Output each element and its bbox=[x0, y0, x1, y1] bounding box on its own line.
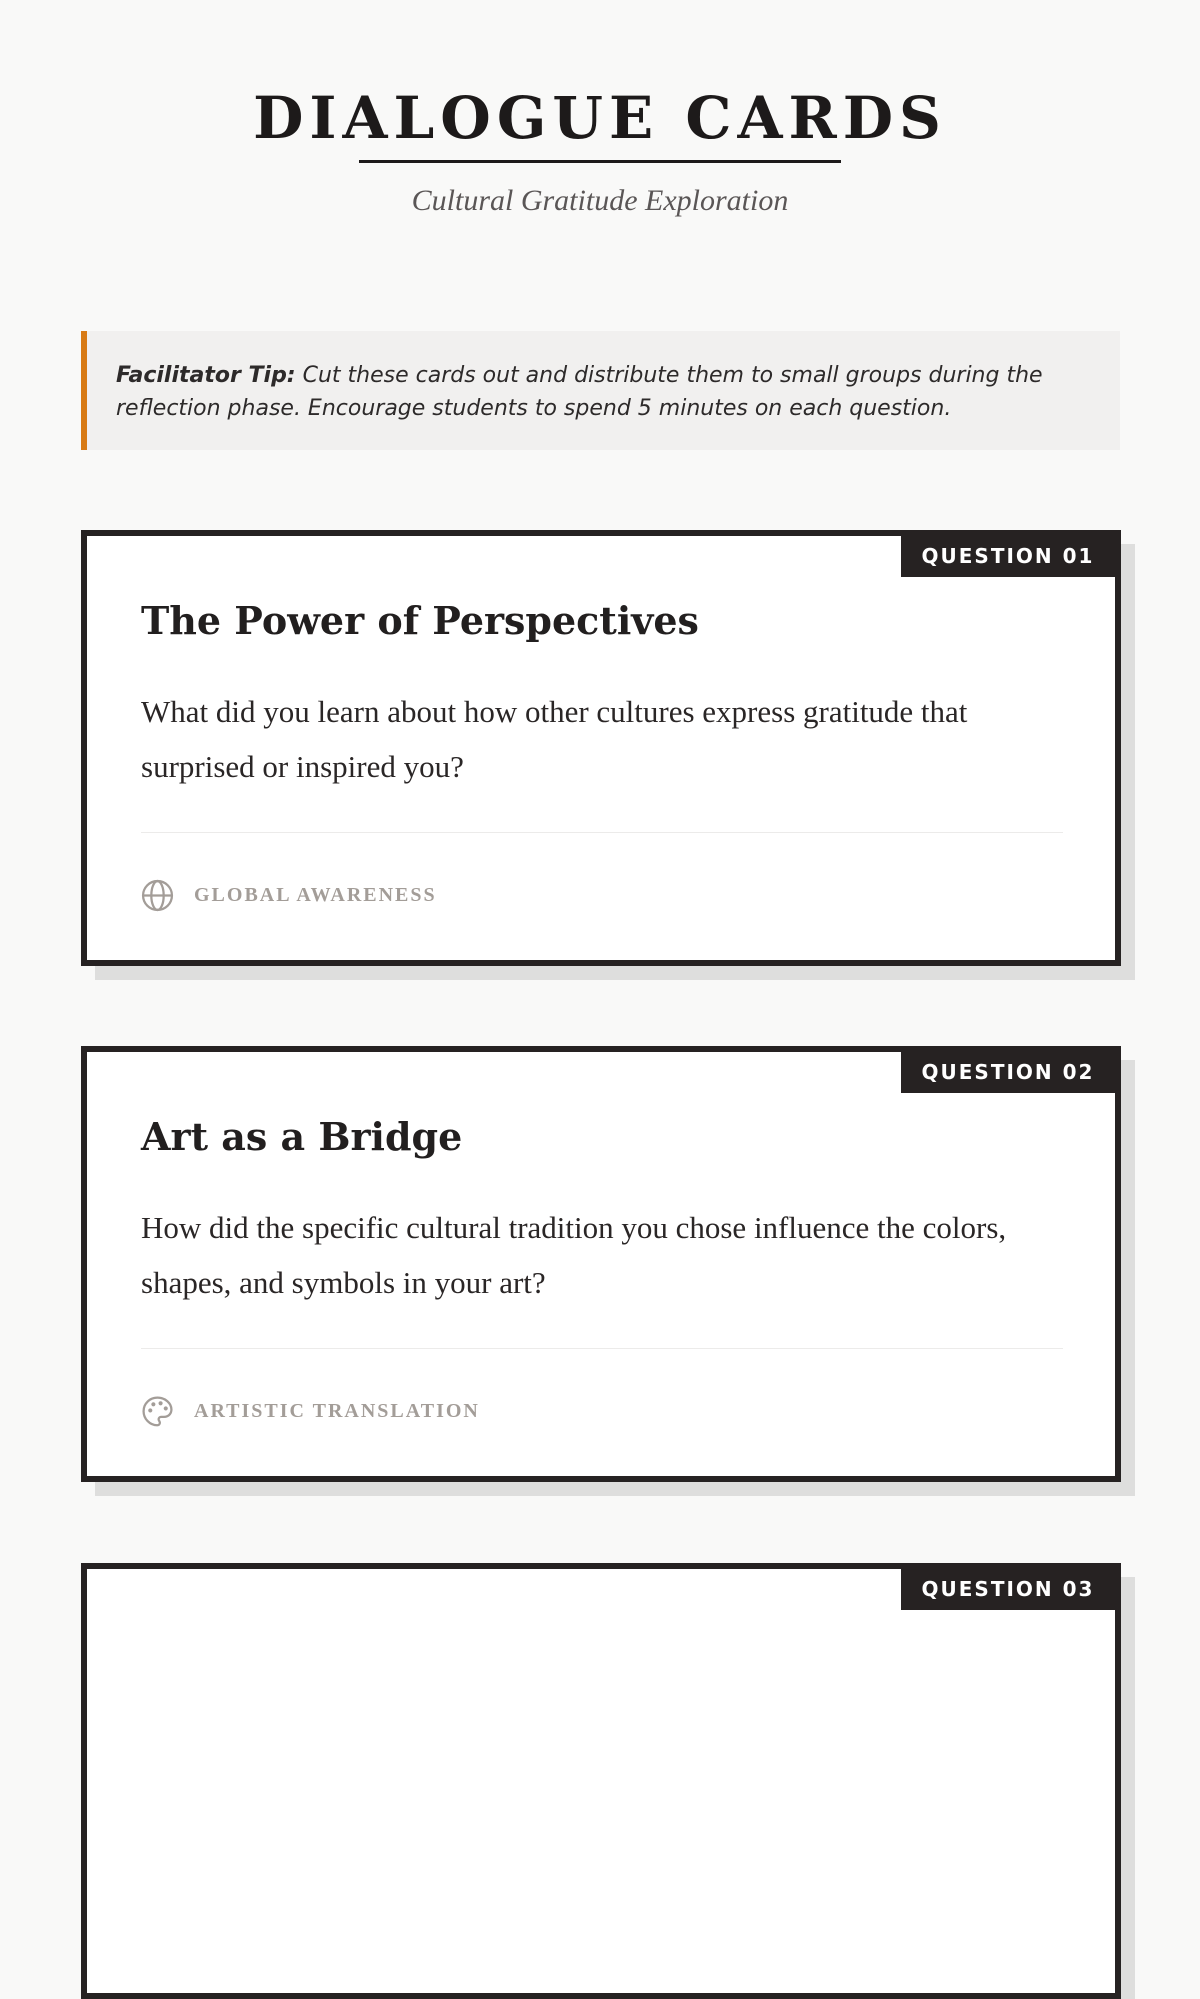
facilitator-tip bbox=[81, 331, 1120, 450]
palette-icon bbox=[141, 1395, 174, 1428]
card-title: The Power of Perspectives bbox=[141, 598, 699, 643]
page-subtitle: Cultural Gratitude Exploration bbox=[411, 184, 789, 217]
card-divider bbox=[141, 832, 1063, 833]
page-title: DIALOGUE CARDS bbox=[253, 84, 947, 152]
tip-label: Facilitator Tip: bbox=[116, 363, 296, 388]
page-header bbox=[0, 80, 1200, 221]
dialogue-card bbox=[81, 1563, 1121, 1999]
card-tag bbox=[141, 879, 437, 911]
title-underline bbox=[359, 160, 841, 163]
card-divider bbox=[141, 1348, 1063, 1349]
tip-text: Cut these cards out and distribute them to small groups during the reflection phase. Encourage students to spend 5 minutes on each question. bbox=[116, 363, 1043, 421]
dialogue-card bbox=[81, 530, 1121, 966]
tag-label: ARTISTIC TRANSLATION bbox=[194, 1399, 480, 1422]
globe-icon bbox=[141, 879, 174, 912]
card-question: How did the specific cultural tradition you chose influence the colors, shapes, and symbols in your art? bbox=[141, 1210, 1007, 1300]
card-title: Art as a Bridge bbox=[141, 1114, 463, 1159]
card-tag bbox=[141, 1395, 480, 1427]
question-badge: QUESTION 02 bbox=[901, 1052, 1115, 1093]
question-badge: QUESTION 01 bbox=[901, 536, 1115, 577]
tag-label: GLOBAL AWARENESS bbox=[194, 883, 437, 906]
card-question: What did you learn about how other cultures express gratitude that surprised or inspired you? bbox=[141, 694, 968, 784]
dialogue-card bbox=[81, 1046, 1121, 1482]
question-badge: QUESTION 03 bbox=[901, 1569, 1115, 1610]
